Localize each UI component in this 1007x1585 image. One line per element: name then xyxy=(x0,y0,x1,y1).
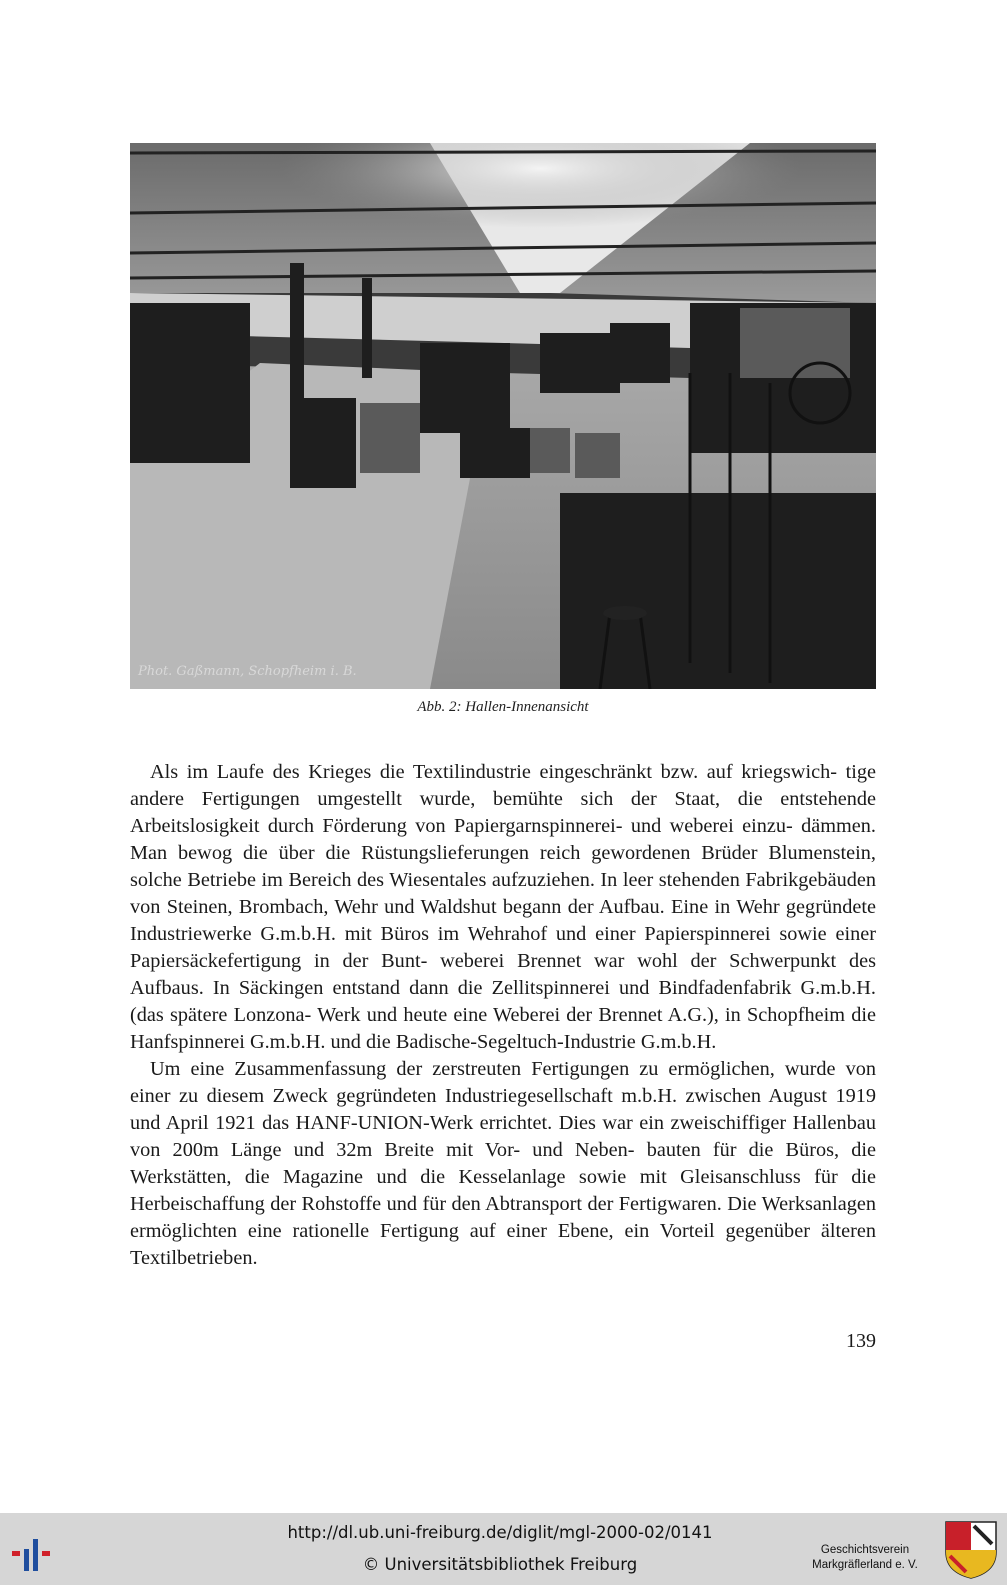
society-name-line: Markgräflerland e. V. xyxy=(812,1559,918,1571)
text-line: tige andere Fertigungen umgestellt wurde, bemühte sich der Staat, die entstehende xyxy=(130,761,877,810)
text-line: Arbeitslosigkeit durch Förderung von Papiergarnspinnerei- und weberei einzu- xyxy=(130,815,793,837)
copyright-notice: © Universitätsbibliothek Freiburg xyxy=(362,1555,638,1574)
paragraph-2 xyxy=(130,1056,876,1272)
text-line: zweischiffiger Hallenbau von 200m Länge und 32m Breite mit Vor- und Neben- xyxy=(130,1112,876,1161)
text-line: Als im Laufe des Krieges die Textilindustrie eingeschränkt bzw. auf kriegswich- xyxy=(150,761,837,783)
text-line: dann die Zellitspinnerei und Bindfadenfabrik G.m.b.H. (das spätere Lonzona- xyxy=(130,977,876,1026)
society-name xyxy=(790,1543,940,1573)
text-line: Werk und heute eine Weberei der Brennet A.G.), in Schopfheim die Hanfspinnerei xyxy=(130,1004,876,1053)
text-line: G.m.b.H. und die Badische-Segeltuch-Industrie G.m.b.H. xyxy=(249,1031,717,1053)
factory-hall-photo xyxy=(130,143,876,689)
page-number: 139 xyxy=(846,1330,876,1352)
factory-hall-photo-drawing xyxy=(130,143,876,689)
text-line: bauten für die Büros, die Werkstätten, die Magazine und die Kesselanlage sowie xyxy=(130,1139,876,1188)
text-line: August 1919 und April 1921 das HANF-UNION-Werk errichtet. Dies war ein xyxy=(130,1085,877,1134)
text-line: Blumenstein, solche Betriebe im Bereich des Wiesentales aufzuziehen. In leer xyxy=(130,842,876,891)
body-text xyxy=(130,759,876,1272)
text-line: einer Ebene, ein Vorteil gegenüber älteren Textilbetrieben. xyxy=(130,1220,876,1269)
photo-signature: Phot. Gaßmann, Schopfheim i. B. xyxy=(138,664,357,679)
text-line: dämmen. Man bewog die über die Rüstungslieferungen reich gewordenen Brüder xyxy=(130,815,876,864)
text-line: von einer zu diesem Zweck gegründeten Industriegesellschaft m.b.H. zwischen xyxy=(130,1058,876,1107)
document-url-link[interactable]: http://dl.ub.uni-freiburg.de/diglit/mgl-2000-02/0141 xyxy=(287,1523,713,1542)
text-line: weberei Brennet war wohl der Schwerpunkt des Aufbaus. In Säckingen entstand xyxy=(130,950,876,999)
paragraph-1 xyxy=(130,759,876,1056)
text-line: Wehrahof und einer Papierspinnerei sowie einer Papiersäckefertigung in der Bunt- xyxy=(130,923,876,972)
text-line: stehenden Fabrikgebäuden von Steinen, Brombach, Wehr und Waldshut begann xyxy=(130,869,876,918)
text-line: der Fertigwaren. Die Werksanlagen ermöglichten eine rationelle Fertigung auf xyxy=(130,1193,876,1242)
coat-of-arms-icon xyxy=(944,1520,998,1580)
text-line: der Aufbau. Eine in Wehr gegründete Industriewerke G.m.b.H. mit Büros im xyxy=(130,896,877,945)
footer-bar xyxy=(0,1513,1007,1585)
text-line: Um eine Zusammenfassung der zerstreuten Fertigungen zu ermöglichen, wurde xyxy=(150,1058,836,1080)
figure-caption: Abb. 2: Hallen-Innenansicht xyxy=(417,699,589,715)
text-line: mit Gleisanschluss für die Herbeischaffung der Rohstoffe und für den Abtransport xyxy=(130,1166,876,1215)
society-name-line: Geschichtsverein xyxy=(820,1544,910,1556)
ub-logo-icon xyxy=(12,1535,64,1571)
